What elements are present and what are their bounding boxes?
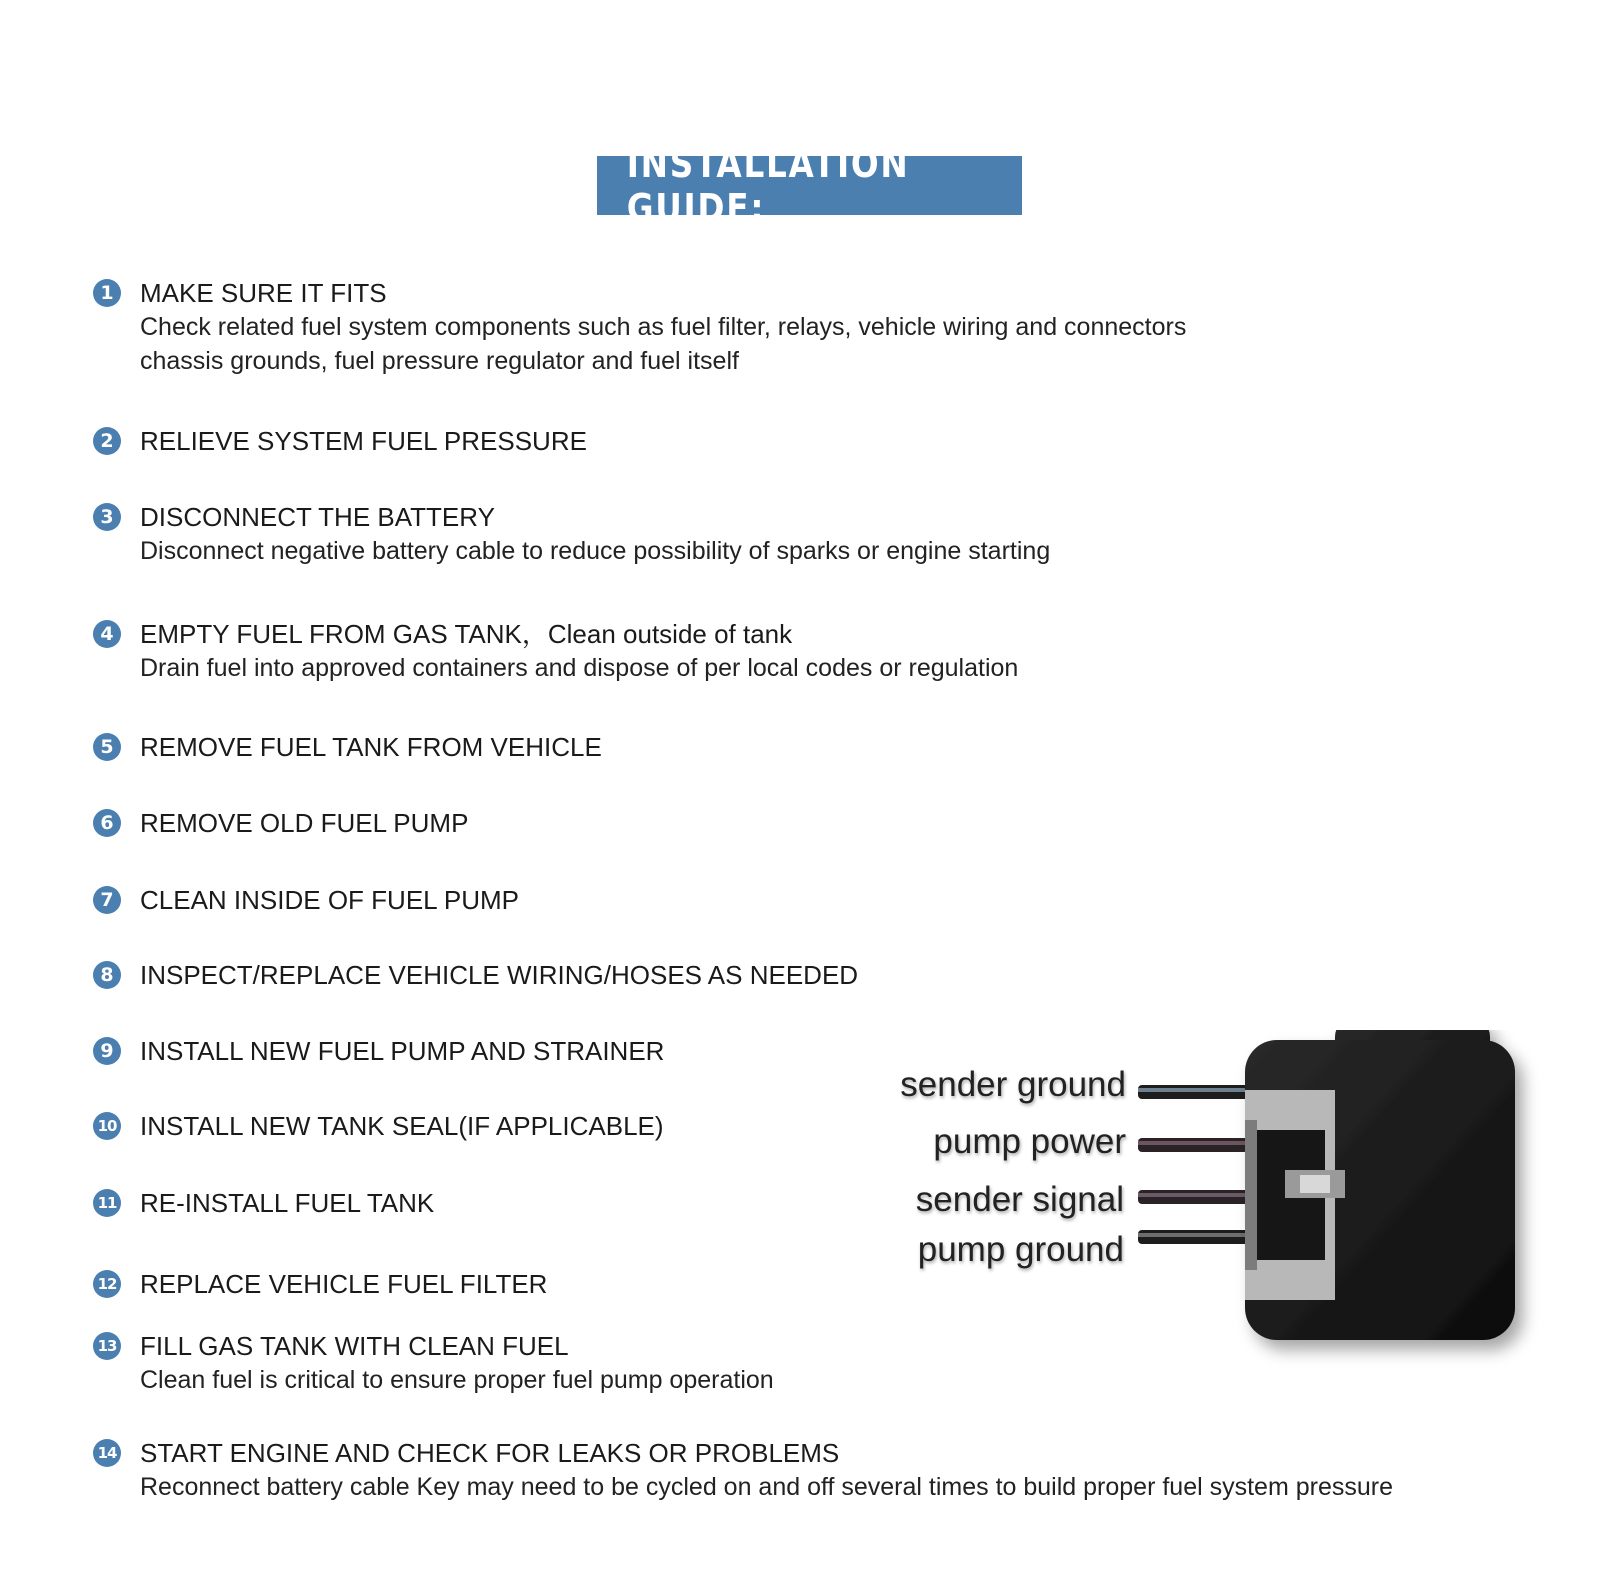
step-text — [140, 617, 1018, 685]
step-description: Clean fuel is critical to ensure proper fuel pump operation — [140, 1366, 774, 1394]
step-text — [140, 500, 1050, 568]
step-title: EMPTY FUEL FROM GAS TANK，Clean outside of tank — [140, 619, 793, 649]
step-text — [140, 958, 858, 992]
step-description: Reconnect battery cable Key may need to be cycled on and off several times to build proper fuel system pressure — [140, 1473, 1393, 1501]
step-number-badge: 9 — [93, 1037, 121, 1065]
step-text — [140, 424, 587, 458]
step-text — [140, 1436, 1393, 1504]
connector-body — [1245, 1030, 1515, 1340]
step-description: Check related fuel system components such as fuel filter, relays, vehicle wiring and connectors — [140, 313, 1187, 341]
wire-label-pump-ground: pump ground — [917, 1230, 1124, 1269]
step-title: FILL GAS TANK WITH CLEAN FUEL — [140, 1331, 569, 1361]
step-title: DISCONNECT THE BATTERY — [140, 502, 495, 532]
step-number-badge: 5 — [93, 733, 121, 761]
step-text — [140, 1329, 774, 1397]
step-title: CLEAN INSIDE OF FUEL PUMP — [140, 885, 519, 915]
step-number-badge: 8 — [93, 961, 121, 989]
step-title: MAKE SURE IT FITS — [140, 278, 387, 308]
step-text — [140, 1109, 664, 1143]
step-text — [140, 1267, 547, 1301]
step-description: Drain fuel into approved containers and dispose of per local codes or regulation — [140, 654, 1019, 682]
step-title: INSTALL NEW FUEL PUMP AND STRAINER — [140, 1036, 665, 1066]
wire-label-sender-signal: sender signal — [915, 1180, 1124, 1219]
step-number-badge: 13 — [93, 1332, 121, 1360]
wire-label-pump-power: pump power — [933, 1122, 1126, 1161]
page-title: INSTALLATION GUIDE: — [626, 141, 910, 230]
step-text — [140, 806, 468, 840]
title-banner — [597, 141, 1022, 230]
step-title: RE-INSTALL FUEL TANK — [140, 1188, 435, 1218]
step-number-badge: 2 — [93, 427, 121, 455]
step-text — [140, 276, 1186, 378]
step-text — [140, 1186, 434, 1220]
step-number-badge: 4 — [93, 620, 121, 648]
connector-image — [880, 1030, 1560, 1390]
step-description: Disconnect negative battery cable to reduce possibility of sparks or engine starting — [140, 537, 1051, 565]
step-description: chassis grounds, fuel pressure regulator and fuel itself — [140, 347, 739, 375]
step-title: REMOVE OLD FUEL PUMP — [140, 808, 469, 838]
step-number-badge: 1 — [93, 279, 121, 307]
step-title: INSTALL NEW TANK SEAL(IF APPLICABLE) — [140, 1111, 664, 1141]
step-number-badge: 14 — [93, 1439, 121, 1467]
step-text — [140, 1034, 664, 1068]
step-number-badge: 3 — [93, 503, 121, 531]
step-text — [140, 730, 602, 764]
step-number-badge: 12 — [93, 1270, 121, 1298]
wire-label-sender-ground: sender ground — [900, 1065, 1126, 1104]
step-title: REPLACE VEHICLE FUEL FILTER — [140, 1269, 548, 1299]
wires — [1138, 1085, 1258, 1244]
step-number-badge: 6 — [93, 809, 121, 837]
step-title: INSPECT/REPLACE VEHICLE WIRING/HOSES AS NEEDED — [140, 960, 859, 990]
step-number-badge: 7 — [93, 886, 121, 914]
step-title: REMOVE FUEL TANK FROM VEHICLE — [140, 732, 602, 762]
step-text — [140, 883, 519, 917]
step-number-badge: 11 — [93, 1189, 121, 1217]
step-title: RELIEVE SYSTEM FUEL PRESSURE — [140, 426, 587, 456]
step-title: START ENGINE AND CHECK FOR LEAKS OR PROBLEMS — [140, 1438, 840, 1468]
step-number-badge: 10 — [93, 1112, 121, 1140]
